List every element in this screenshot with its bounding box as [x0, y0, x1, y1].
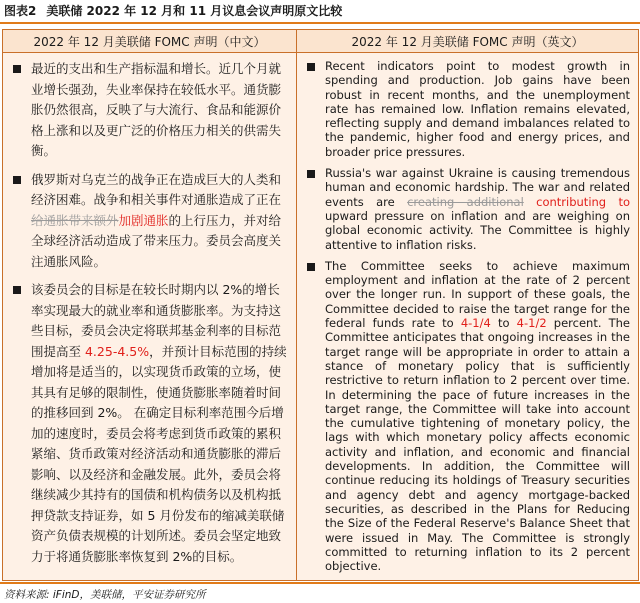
- en-statement-cell: [297, 53, 639, 581]
- deleted-text: creating additional: [407, 194, 524, 209]
- bullet-square-icon: [307, 170, 315, 178]
- en-column-header: 2022 年 12 月美联储 FOMC 声明（英文）: [297, 30, 639, 53]
- en-paragraph-3: The Committee seeks to achieve maximum employment and inflation at the rate of 2 percent over the longer run. In support of these goals, the Committee decided to raise the target range for the federal funds rate to 4-1/4 to 4-1/2 percent. The Committee anticipates that ongoing increases in the target range will be appropriate in order to attain a stance of monetary policy that is sufficiently restrictive to return inflation to 2 percent over time. In determining the pace of future increases in the target range, the Committee will take into account the cumulative tightening of monetary policy, the lags with which monetary policy affects economic activity and inflation, and economic and financial developments. In addition, the Committee will continue reducing its holdings of Treasury securities and agency debt and agency mortgage-backed securities, as described in the Plans for Reducing the Size of the Federal Reserve's Balance Sheet that were issued in May. The Committee is strongly committed to returning inflation to its 2 percent objective.: [305, 259, 630, 574]
- comparison-table: [2, 29, 639, 581]
- figure-title-bar: [0, 0, 640, 24]
- bullet-square-icon: [13, 176, 21, 184]
- inserted-text: 4-1/4: [460, 316, 491, 331]
- en-paragraph-2: Russia's war against Ukraine is causing tremendous human and economic hardship. The war and related events are creating additional contributing to upward pressure on inflation and are weighing on global economic activity. The Committee is highly attentive to inflation risks.: [305, 166, 630, 252]
- inserted-text: 4.25-4.5%: [84, 343, 150, 359]
- cn-paragraph-2: 俄罗斯对乌克兰的战争正在造成巨大的人类和经济困难。战争和相关事件对通胀造成了正在给通胀带来额外加剧通胀的上行压力，并对给全球经济活动造成了带来压力。委员会高度关注通胀风险。: [11, 170, 288, 273]
- bullet-square-icon: [13, 65, 21, 73]
- deleted-text: 给通胀带来额外: [31, 212, 119, 228]
- inserted-text: contributing to: [536, 194, 631, 209]
- inserted-text: 加剧通胀: [118, 212, 169, 228]
- en-paragraph-1: Recent indicators point to modest growth in spending and production. Job gains have been robust in recent months, and the unemployment rate has remained low. Inflation remains elevated, reflecting supply and demand imbalances related to the pandemic, higher food and energy prices, and broader price pressures.: [305, 59, 630, 159]
- cn-paragraph-1: 最近的支出和生产指标温和增长。近几个月就业增长强劲，失业率保持在较低水平。通货膨胀仍然很高，反映了与大流行、食品和能源价格上涨和以及更广泛的价格压力相关的供需失衡。: [11, 59, 288, 162]
- cn-column-header: 2022 年 12 月美联储 FOMC 声明（中文）: [3, 30, 297, 53]
- figure-title: 美联储 2022 年 12 月和 11 月议息会议声明原文比较: [46, 4, 343, 18]
- bullet-square-icon: [307, 63, 315, 71]
- bullet-square-icon: [13, 286, 21, 294]
- figure-label: 图表2: [4, 4, 37, 18]
- inserted-text: 4-1/2: [516, 316, 547, 331]
- cn-paragraph-3: 该委员会的目标是在较长时期内以 2%的增长率实现最大的就业率和通货膨胀率。为支持这些目标，委员会决定将联邦基金利率的目标范围提高至 4.25-4.5%，并预计目标范围的持续增加将是适当的，以实现货币政策的立场，使其具有足够的限制性，使通货膨胀率随着时间的推移回到 2%。 在确定目标利率范围今后增加的速度时，委员会将考虑到货币政策的累积紧缩、货币政策对经济活动和通货膨胀的滞后影响、以及经济和金融发展。此外，委员会将继续减少其持有的国债和机构债务以及机构抵押贷款支持证券，如 5 月份发布的缩减美联储资产负债表规模的计划所述。委员会坚定地致力于将通货膨胀率恢复到 2%的目标。: [11, 280, 288, 567]
- cn-statement-cell: [3, 53, 297, 581]
- bullet-square-icon: [307, 263, 315, 271]
- source-note: 资料来源: iFinD，美联储，平安证券研究所: [0, 582, 640, 602]
